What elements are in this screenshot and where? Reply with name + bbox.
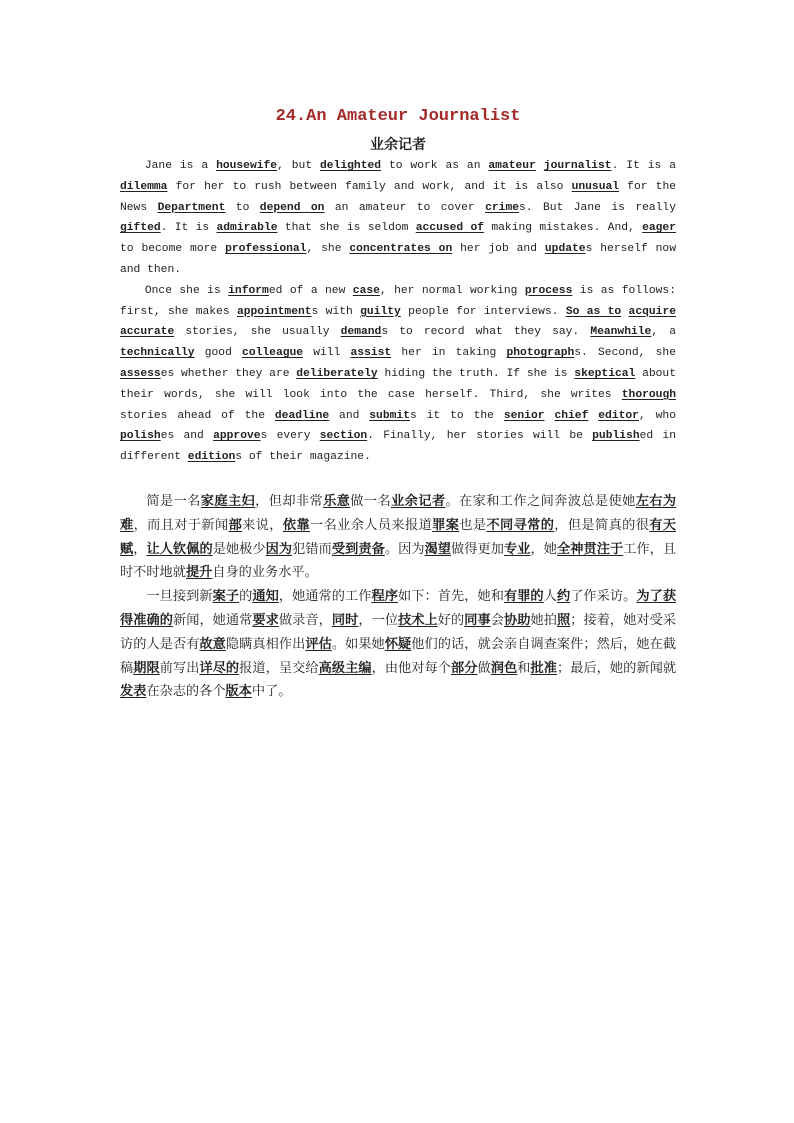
chinese-paragraph-1 bbox=[120, 490, 676, 585]
vocab-term: case bbox=[352, 284, 380, 297]
vocab-term: 全神贯注于 bbox=[556, 541, 624, 557]
text-run: 中了。 bbox=[251, 684, 292, 700]
text-run: to become more bbox=[120, 243, 226, 256]
text-run: to bbox=[225, 201, 260, 214]
text-run: ；最后，她的新闻就 bbox=[556, 660, 677, 676]
vocab-term: section bbox=[319, 430, 368, 443]
text-run: her job and bbox=[452, 243, 545, 256]
vocab-term: 期限 bbox=[133, 660, 160, 676]
text-run: 前写出 bbox=[159, 660, 200, 676]
vocab-term: 案子 bbox=[212, 589, 240, 605]
text-run: ed in different bbox=[120, 430, 676, 464]
english-paragraph-2 bbox=[120, 281, 676, 468]
vocab-term: 版本 bbox=[225, 684, 252, 700]
text-run: 。在家和工作之间奔波总是使她 bbox=[445, 493, 636, 509]
vocab-term: 同事 bbox=[464, 612, 491, 628]
vocab-term: deadline bbox=[274, 409, 330, 422]
text-run: s. But Jane is really bbox=[519, 201, 676, 214]
vocab-term: 让人钦佩的 bbox=[146, 541, 213, 557]
vocab-term: editor bbox=[598, 409, 639, 422]
vocab-term: 专业 bbox=[504, 541, 531, 557]
text-run: 自身的业务水平。 bbox=[212, 565, 318, 581]
text-run: ，她 bbox=[530, 541, 557, 557]
text-run: an amateur to cover bbox=[324, 201, 486, 214]
vocab-term: 详尽的 bbox=[199, 660, 240, 676]
vocab-term: 罪案 bbox=[432, 517, 460, 533]
vocab-term: demand bbox=[340, 326, 382, 339]
text-run: 一名业余人员来报道 bbox=[310, 517, 433, 533]
text-run: 。如果她 bbox=[331, 636, 385, 652]
vocab-term: admirable bbox=[216, 222, 278, 235]
text-run: ，一位 bbox=[358, 612, 399, 628]
vocab-term: eager bbox=[642, 222, 676, 235]
vocab-term: submit bbox=[369, 409, 410, 422]
vocab-term: accused of bbox=[415, 222, 485, 235]
text-run: s with bbox=[311, 305, 361, 318]
chinese-paragraph-2 bbox=[120, 585, 676, 704]
text-run bbox=[621, 306, 628, 318]
text-run: ，她通常的工作 bbox=[278, 589, 372, 605]
vocab-term: crime bbox=[485, 201, 520, 214]
text-run: for the News bbox=[120, 180, 677, 214]
text-run: , she bbox=[306, 243, 350, 256]
text-run: , a bbox=[651, 326, 676, 339]
vocab-term: colleague bbox=[242, 347, 304, 360]
vocab-term: concentrates on bbox=[349, 243, 453, 256]
vocab-term: depend on bbox=[259, 201, 325, 214]
vocab-term: skeptical bbox=[574, 367, 636, 380]
vocab-term: photograph bbox=[506, 347, 575, 360]
text-run: 如下：首先，她和 bbox=[398, 589, 504, 605]
vocab-term: delighted bbox=[320, 160, 382, 172]
vocab-term: 左右为难 bbox=[120, 493, 677, 533]
text-run: ， bbox=[133, 541, 147, 557]
text-run: 来说， bbox=[242, 517, 283, 533]
text-run: ，而且对于新闻 bbox=[133, 517, 229, 533]
text-run: es and bbox=[160, 430, 214, 443]
text-run: people for interviews. bbox=[400, 305, 566, 318]
vocab-term: 通知 bbox=[252, 589, 279, 605]
chinese-passage bbox=[120, 490, 676, 704]
vocab-term: 因为 bbox=[265, 541, 293, 557]
text-run: es whether they are bbox=[160, 367, 297, 380]
text-run: stories, she usually bbox=[174, 326, 341, 339]
text-run: 也是 bbox=[459, 517, 487, 533]
text-run: 好的 bbox=[437, 612, 465, 628]
text-run: 报道，呈交给 bbox=[239, 660, 319, 676]
text-run: about their words, she will look into the case herself. Third, she writes bbox=[120, 367, 676, 401]
vocab-term: assess bbox=[120, 367, 161, 380]
text-run: 做录音， bbox=[278, 612, 332, 628]
vocab-term: 乐意 bbox=[323, 493, 351, 509]
text-run: s. Second, she bbox=[574, 347, 676, 360]
text-run: ed of a new bbox=[268, 284, 353, 297]
english-passage bbox=[120, 156, 676, 468]
vocab-term: gifted bbox=[120, 222, 161, 235]
vocab-term: senior bbox=[503, 409, 545, 422]
text-run: good bbox=[194, 347, 243, 360]
text-run: 会 bbox=[490, 612, 504, 628]
vocab-term: edition bbox=[187, 451, 236, 464]
text-run: . It is a bbox=[611, 160, 677, 172]
vocab-term: 为了获得准确的 bbox=[120, 589, 677, 628]
text-run bbox=[536, 160, 544, 172]
text-run: 一旦接到新 bbox=[146, 589, 213, 605]
vocab-term: Department bbox=[157, 201, 226, 214]
vocab-term: polish bbox=[120, 430, 161, 443]
vocab-term: guilty bbox=[360, 305, 401, 318]
text-run: Once she is bbox=[144, 284, 229, 297]
vocab-term: 润色 bbox=[490, 660, 518, 676]
text-run: that she is seldom bbox=[277, 222, 416, 235]
text-run: 。因为 bbox=[384, 541, 425, 557]
text-run: s herself now and then. bbox=[120, 243, 676, 276]
text-run bbox=[588, 410, 598, 422]
vocab-term: professional bbox=[225, 243, 307, 256]
text-run: 犯错而 bbox=[292, 541, 332, 557]
text-run: for her to rush between family and work, and it is also bbox=[167, 180, 572, 193]
text-run: 是她极少 bbox=[212, 541, 266, 557]
text-run: s of their magazine. bbox=[235, 451, 371, 464]
vocab-term: 同时 bbox=[331, 612, 359, 628]
text-run: 人 bbox=[543, 589, 557, 605]
text-run: 简是一名 bbox=[146, 493, 201, 509]
vocab-term: So as to bbox=[565, 305, 622, 318]
vocab-term: 协助 bbox=[504, 612, 531, 628]
text-run: ，但是简真的很 bbox=[554, 517, 650, 533]
text-run: ；接着，她对受采访的人是否有 bbox=[120, 612, 677, 652]
text-run: is as follows: first, she makes bbox=[120, 284, 676, 318]
document-page bbox=[120, 104, 676, 704]
text-run: s to record what they say. bbox=[381, 326, 591, 339]
vocab-term: publish bbox=[592, 430, 640, 443]
vocab-term: dilemma bbox=[120, 180, 168, 193]
document-title: 24.An Amateur Journalist bbox=[275, 107, 521, 126]
vocab-term: 依靠 bbox=[282, 517, 311, 533]
vocab-term: unusual bbox=[571, 180, 620, 193]
vocab-term: 渴望 bbox=[424, 541, 452, 557]
text-run: 了作采访。 bbox=[570, 589, 637, 605]
vocab-term: 受到责备 bbox=[331, 541, 385, 557]
vocab-term: appointment bbox=[236, 305, 312, 318]
text-run: her in taking bbox=[391, 347, 507, 360]
vocab-term: 发表 bbox=[120, 684, 147, 700]
vocab-term: 有罪的 bbox=[503, 589, 544, 605]
text-run: and bbox=[329, 409, 370, 422]
vocab-term: 家庭主妇 bbox=[200, 493, 256, 509]
vocab-term: chief bbox=[554, 409, 589, 422]
vocab-term: 业余记者 bbox=[391, 493, 446, 509]
text-run: 工作，且时不时地就 bbox=[120, 541, 677, 581]
vocab-term: 程序 bbox=[371, 589, 399, 605]
english-paragraph-1 bbox=[120, 156, 676, 281]
vocab-term: update bbox=[544, 243, 586, 256]
document-subtitle: 业余记者 bbox=[370, 137, 426, 153]
text-run: to work as an bbox=[381, 160, 489, 172]
vocab-term: thorough bbox=[621, 388, 676, 401]
text-run: , who bbox=[638, 409, 676, 422]
vocab-term: 照 bbox=[556, 612, 571, 628]
vocab-term: approve bbox=[213, 430, 261, 443]
text-run: 和 bbox=[517, 660, 531, 676]
vocab-term: 怀疑 bbox=[384, 636, 412, 652]
vocab-term: amateur bbox=[488, 160, 536, 172]
text-run: 做一名 bbox=[350, 493, 392, 509]
text-run: s it to the bbox=[409, 409, 504, 422]
text-run: stories ahead of the bbox=[120, 409, 275, 422]
vocab-term: process bbox=[524, 284, 573, 297]
text-run: , but bbox=[277, 160, 321, 172]
vocab-term: 要求 bbox=[252, 612, 279, 628]
text-run: ，由他对每个 bbox=[371, 660, 452, 676]
text-run: , her normal working bbox=[379, 284, 525, 297]
text-run: will bbox=[303, 347, 351, 360]
text-run: 隐瞒真相作出 bbox=[225, 636, 306, 652]
text-run: . Finally, her stories will be bbox=[367, 430, 593, 443]
text-run: 做得更加 bbox=[451, 541, 505, 557]
text-run bbox=[545, 410, 555, 422]
vocab-term: 技术上 bbox=[398, 612, 438, 628]
vocab-term: assist bbox=[350, 347, 392, 360]
text-run: 新闻，她通常 bbox=[172, 612, 253, 628]
vocab-term: 不同寻常的 bbox=[486, 517, 555, 533]
vocab-term: inform bbox=[228, 284, 269, 297]
text-run: making mistakes. And, bbox=[484, 222, 643, 235]
text-run: 做 bbox=[477, 660, 491, 676]
vocab-term: journalist bbox=[543, 160, 612, 172]
vocab-term: Meanwhile bbox=[590, 326, 652, 339]
vocab-term: 故意 bbox=[199, 636, 226, 652]
vocab-term: acquire bbox=[628, 305, 677, 318]
text-run: 的 bbox=[239, 589, 253, 605]
vocab-term: housewife bbox=[216, 160, 278, 172]
vocab-term: accurate bbox=[120, 326, 175, 339]
text-run: 她拍 bbox=[530, 612, 557, 628]
vocab-term: 提升 bbox=[185, 565, 213, 581]
vocab-term: 部 bbox=[228, 517, 243, 533]
vocab-term: 批准 bbox=[530, 660, 557, 676]
text-run: . It is bbox=[160, 222, 217, 235]
vocab-term: 部分 bbox=[451, 660, 478, 676]
text-run: ，但却非常 bbox=[255, 493, 324, 509]
vocab-term: deliberately bbox=[296, 367, 378, 380]
text-run: hiding the truth. If she is bbox=[377, 367, 575, 380]
text-run: 他们的话，就会亲自调查案件；然后，她在截稿 bbox=[120, 636, 677, 676]
vocab-term: 约 bbox=[556, 589, 571, 605]
vocab-term: 有天赋 bbox=[120, 517, 677, 557]
vocab-term: 评估 bbox=[305, 636, 332, 652]
text-run: s every bbox=[260, 430, 320, 443]
vocab-term: technically bbox=[120, 347, 195, 360]
text-run: 在杂志的各个 bbox=[146, 684, 226, 700]
text-run: Jane is a bbox=[144, 160, 217, 172]
vocab-term: 高级主编 bbox=[318, 660, 372, 676]
